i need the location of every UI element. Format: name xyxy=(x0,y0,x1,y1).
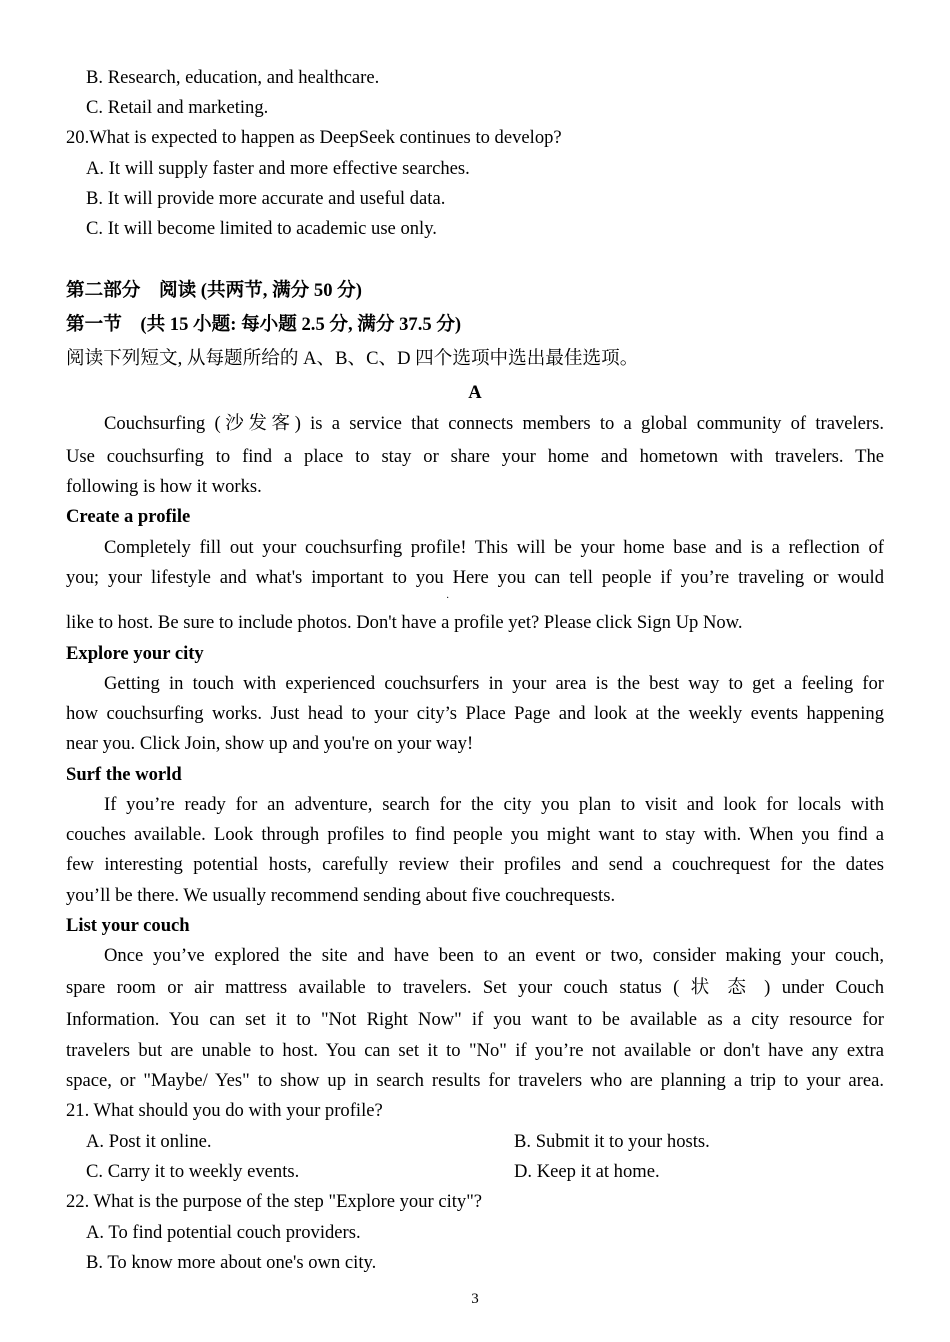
heading-surf-world: Surf the world xyxy=(66,764,182,785)
list-line-1: Once you’ve explored the site and have been to an event or two, consider making your couch, xyxy=(104,945,884,966)
stray-dot: · xyxy=(446,593,450,604)
q22-option-b: B. To know more about one's own city. xyxy=(86,1252,377,1273)
q20-option-a: A. It will supply faster and more effective searches. xyxy=(86,158,470,179)
surf-line-2: couches available. Look through profiles to find people you might want to stay with. When you find a xyxy=(66,824,884,845)
explore-line-2: how couchsurfing works. Just head to your city’s Place Page and look at the weekly events happening xyxy=(66,703,884,724)
q19-option-c: C. Retail and marketing. xyxy=(86,97,269,118)
intro-line-3: following is how it works. xyxy=(66,476,262,497)
q20-stem: 20.What is expected to happen as DeepSeek continues to develop? xyxy=(66,127,562,148)
heading-create-profile: Create a profile xyxy=(66,506,191,527)
instruction: 阅读下列短文, 从每题所给的 A、B、C、D 四个选项中选出最佳选项。 xyxy=(66,348,639,369)
heading-explore-city: Explore your city xyxy=(66,643,204,664)
explore-line-3: near you. Click Join, show up and you're on your way! xyxy=(66,733,474,754)
q20-option-c: C. It will become limited to academic use only. xyxy=(86,218,437,239)
q21-option-c: C. Carry it to weekly events. xyxy=(86,1161,300,1182)
q21-stem: 21. What should you do with your profile? xyxy=(66,1100,383,1121)
surf-line-1: If you’re ready for an adventure, search for the city you plan to visit and look for locals with xyxy=(104,794,884,815)
list-line-3: Information. You can set it to "Not Right Now" if you want to be available as a city resource for xyxy=(66,1009,884,1030)
list-line-5: space, or "Maybe/ Yes" to show up in search results for travelers who are planning a trip to your area. xyxy=(66,1070,884,1091)
surf-line-4: you’ll be there. We usually recommend sending about five couchrequests. xyxy=(66,885,616,906)
create-line-1: Completely fill out your couchsurfing profile! This will be your home base and is a reflection of xyxy=(104,537,884,558)
q22-option-a: A. To find potential couch providers. xyxy=(86,1222,361,1243)
q21-option-d: D. Keep it at home. xyxy=(514,1161,660,1182)
intro-line-2: Use couchsurfing to find a place to stay or share your home and hometown with travelers. The xyxy=(66,446,884,467)
q21-option-a: A. Post it online. xyxy=(86,1131,212,1152)
create-line-2: you; your lifestyle and what's important to you Here you can tell people if you’re traveling or would xyxy=(66,567,884,588)
q19-option-b: B. Research, education, and healthcare. xyxy=(86,67,380,88)
q22-stem: 22. What is the purpose of the step "Explore your city"? xyxy=(66,1191,483,1212)
q21-option-b: B. Submit it to your hosts. xyxy=(514,1131,710,1152)
passage-label: A xyxy=(468,382,482,403)
surf-line-3: few interesting potential hosts, carefully review their profiles and send a couchrequest for the dates xyxy=(66,854,884,875)
page-number: 3 xyxy=(471,1291,479,1307)
list-line-2: spare room or air mattress available to travelers. Set your couch status ( 状 态 ) under Couch xyxy=(66,977,884,998)
explore-line-1: Getting in touch with experienced couchsurfers in your area is the best way to get a feeling for xyxy=(104,673,884,694)
intro-line-1: Couchsurfing (沙发客) is a service that connects members to a global community of travelers. xyxy=(104,413,884,434)
create-line-3: like to host. Be sure to include photos. Don't have a profile yet? Please click Sign Up Now. xyxy=(66,612,743,633)
section1-heading: 第一节 (共 15 小题: 每小题 2.5 分, 满分 37.5 分) xyxy=(66,314,462,335)
heading-list-couch: List your couch xyxy=(66,915,190,936)
q20-option-b: B. It will provide more accurate and useful data. xyxy=(86,188,446,209)
part2-heading: 第二部分 阅读 (共两节, 满分 50 分) xyxy=(66,280,362,301)
list-line-4: travelers but are unable to host. You can set it to "No" if you’re not available or don't have any extra xyxy=(66,1040,884,1061)
